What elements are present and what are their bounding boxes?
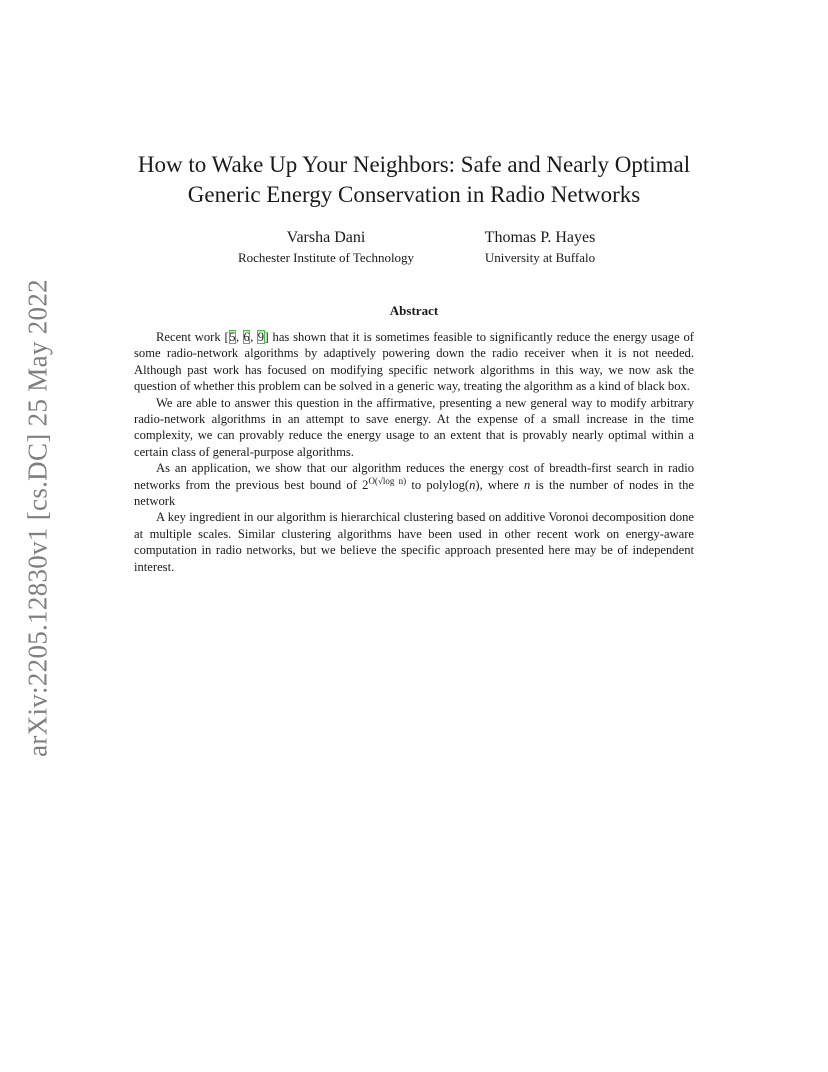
text-run: has shown that it is sometimes feasible to significantly reduce the energy usage of some radio-network algorithms by adaptively powering down the radio receiver when it is not needed. Although past work has focused on modifying specific network algorithms in this way, we now ask the question of whether this problem can be solved in a generic way, treating the algorithm as a kind of black box. xyxy=(134,330,694,394)
author-name: Thomas P. Hayes xyxy=(484,229,596,246)
abstract-heading: Abstract xyxy=(389,303,439,318)
text-run: is the number of nodes in the network xyxy=(134,477,694,509)
text-run: As an application, we show that our algorithm reduces the energy cost of breadth-first search in radio networks from the previous best bound of 2 xyxy=(134,461,694,492)
citation-link-6[interactable]: 6 xyxy=(243,330,250,344)
arxiv-identifier-stamp: arXiv:2205.12830v1 [cs.DC] 25 May 2022 xyxy=(22,279,53,757)
author-name: Varsha Dani xyxy=(286,229,366,246)
author-affiliation: University at Buffalo xyxy=(484,250,596,265)
title-line-2: Generic Energy Conservation in Radio Networks xyxy=(187,182,641,207)
math-var: n xyxy=(523,477,531,492)
abstract-paragraph-4: A key ingredient in our algorithm is hierarchical clustering based on additive Voronoi decomposition done at multiple scales. Similar clustering algorithms have been used in other recent work on energy-aware computation in radio networks, but we believe the specific approach presented here may be of independent interest. xyxy=(134,510,694,574)
text-run: Recent work xyxy=(156,330,225,344)
abstract-body xyxy=(134,329,694,575)
paper-title xyxy=(0,150,828,210)
text-run: to polylog( xyxy=(406,477,470,492)
author-affiliation: Rochester Institute of Technology xyxy=(237,250,415,265)
math-var: n xyxy=(469,477,476,492)
abstract-paragraph-2: We are able to answer this question in the affirmative, presenting a new general way to modify arbitrary radio-network algorithms in an attempt to save energy. At the expense of a small increase in the time complexity, we can provably reduce the energy usage to an extent that is provably nearly optimal within a certain class of general-purpose algorithms. xyxy=(134,395,694,459)
exponent: O(√log n) xyxy=(368,475,407,486)
abstract-paragraph-3 xyxy=(134,460,694,509)
text-run: ), where xyxy=(475,477,524,492)
citation-link-9[interactable]: 9 xyxy=(257,330,265,344)
author-2 xyxy=(462,228,618,267)
title-line-1: How to Wake Up Your Neighbors: Safe and Nearly Optimal xyxy=(137,152,691,177)
citation-link-5[interactable]: 5 xyxy=(229,330,236,344)
author-1 xyxy=(210,228,442,267)
abstract-paragraph-1: Recent work [5, 6, 9] has shown that it is sometimes feasible to significantly reduce the energy usage of some radio-network algorithms by adaptively powering down the radio receiver when it is not needed. Although past work has focused on modifying specific network algorithms in this way, we now ask the question of whether this problem can be solved in a generic way, treating the algorithm as a kind of black box. xyxy=(134,330,694,394)
